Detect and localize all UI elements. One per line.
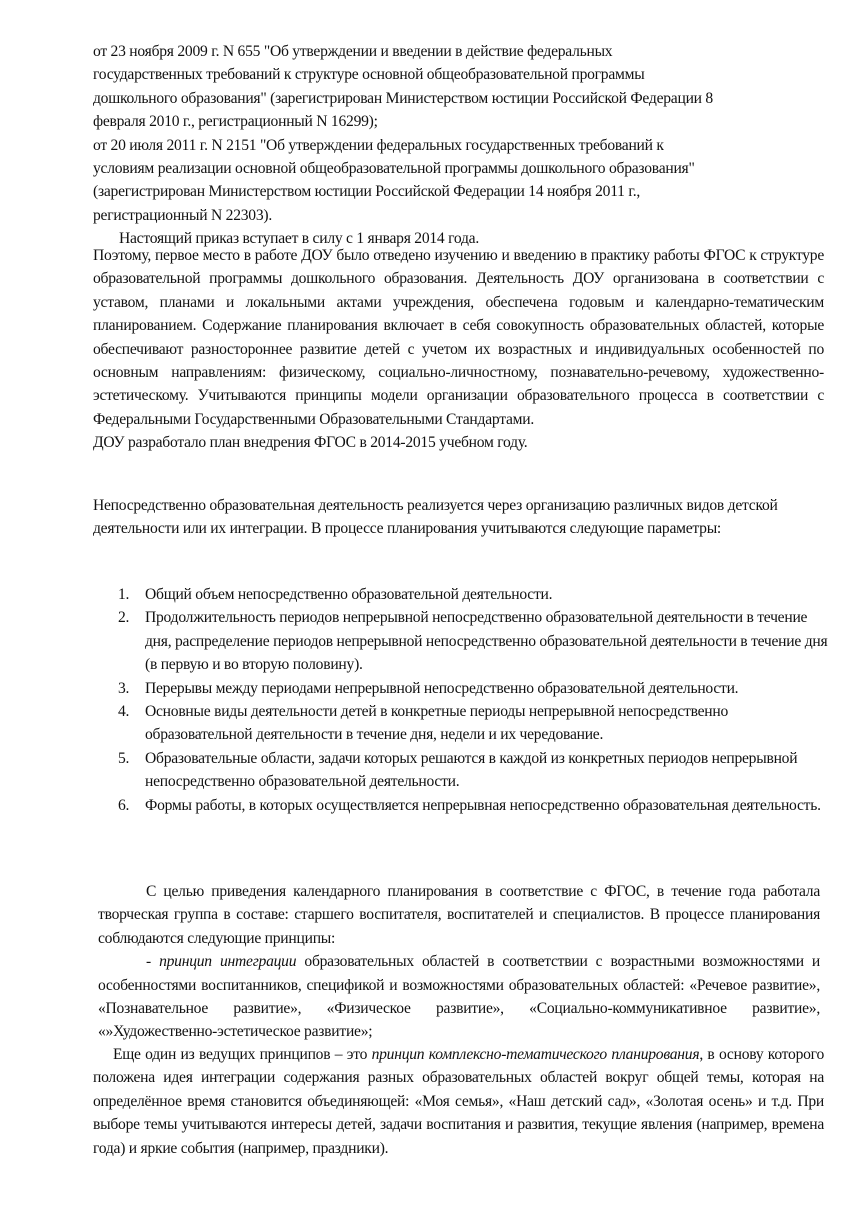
fgos-paragraph: Поэтому, первое место в работе ДОУ было отведено изучению и введению в практику работы ФГОС к структуре образовательной программы дошкольного образования. Деятельность ДОУ организована в соответствии с уставом, планами и локальными актами учреждения, обеспечена годовым и календарно-тематическим планированием. Содержание планирования включает в себя совокупность образовательных областей, которые обеспечивают разностороннее развитие детей с учетом их возрастных и индивидуальных особенностей по основным направлениям: физическому, социально-личностному, познавательно-речевому, художественно-эстетическому. Учитываются принципы модели организации образовательного процесса в соответствии с Федеральными Государственными Образовательными Стандартами. — [93, 247, 824, 428]
legal-ref-line: февраля 2010 г., регистрационный N 16299); — [93, 113, 378, 131]
legal-ref-line: (зарегистрирован Министерством юстиции Российской Федерации 14 ноября 2011 г., — [93, 183, 641, 201]
list-item-text: Продолжительность периодов непрерывной непосредственно образовательной деятельности в течение дня, распределение периодов непрерывной непосредственно образовательной деятельности в течение дня (в первую и во вторую половину). — [145, 609, 828, 674]
principle-integration-text: образовательных областей в соответствии с возрастными возможностями и особенностями воспитанников, спецификой и возможностями образовательных областей: «Речевое развитие», «Познавательное развитие», «Физическое развитие», «Социально-коммуникативное развитие», «»Художественно-эстетическое развитие»; — [98, 953, 821, 1041]
legal-ref-line: государственных требований к структуре основной общеобразовательной программы — [93, 66, 645, 84]
list-item-number: 3. — [118, 679, 130, 697]
principle-thematic-term: принцип комплексно-тематического планирования — [371, 1046, 700, 1063]
list-item — [118, 677, 830, 700]
principle-integration — [98, 950, 820, 1044]
legal-ref-line: условиям реализации основной общеобразовательной программы дошкольного образования" — [93, 160, 695, 178]
list-item — [118, 606, 830, 676]
list-item-text: Основные виды деятельности детей в конкретные периоды непрерывной непосредственно образовательной деятельности в течение дня, недели и их чередование. — [145, 703, 729, 744]
list-item — [118, 747, 830, 794]
list-item-number: 1. — [118, 586, 130, 603]
list-item-text: Формы работы, в которых осуществляется непрерывная непосредственно образовательная деятельность. — [145, 796, 821, 814]
principle-thematic — [93, 1043, 824, 1160]
list-item-text: Перерывы между периодами непрерывной непосредственно образовательной деятельности. — [145, 679, 739, 697]
list-item-number: 5. — [118, 749, 130, 767]
working-group-section — [98, 880, 820, 1044]
list-item-number: 4. — [118, 703, 130, 721]
fgos-section — [93, 244, 824, 455]
list-item — [118, 583, 830, 606]
fgos-plan-note: ДОУ разработало план внедрения ФГОС в 2014-2015 учебном году. — [93, 434, 528, 452]
list-item — [118, 700, 830, 747]
list-item-number: 6. — [118, 796, 130, 814]
activity-paragraph: Непосредственно образовательная деятельность реализуется через организацию различных видов детской деятельности или их интеграции. В процессе планирования учитываются следующие параметры: — [93, 497, 778, 538]
thematic-principle-section — [93, 1043, 824, 1160]
principle-integration-prefix: - — [146, 953, 160, 971]
legal-ref-line: от 20 июля 2011 г. N 2151 "Об утверждении федеральных государственных требований к — [93, 136, 664, 154]
list-item-text: Образовательные области, задачи которых решаются в каждой из конкретных периодов непрерывной непосредственно образовательной деятельности. — [145, 749, 798, 791]
activity-section — [93, 494, 824, 541]
legal-references — [93, 40, 824, 251]
legal-ref-line: регистрационный N 22303). — [93, 206, 272, 224]
effective-date-note: Настоящий приказ вступает в силу с 1 января 2014 года. — [119, 230, 479, 248]
principle-thematic-prefix: Еще один из ведущих принципов – это — [113, 1046, 372, 1063]
list-item-text: Общий объем непосредственно образовательной деятельности. — [145, 586, 553, 603]
list-item — [118, 794, 830, 817]
legal-ref-line: дошкольного образования" (зарегистрирован Министерством юстиции Российской Федерации 8 — [93, 89, 713, 107]
working-group-paragraph: С целью приведения календарного планирования в соответствие с ФГОС, в течение года работала творческая группа в составе: старшего воспитателя, воспитателей и специалистов. В процессе планирования соблюдаются следующие принципы: — [98, 883, 820, 947]
legal-ref-line: от 23 ноября 2009 г. N 655 "Об утверждении и введении в действие федеральных — [93, 43, 613, 60]
principle-thematic-text: , в основу которого положена идея интеграции содержания разных образовательных областей вокруг общей темы, которая на определённое время становится объединяющей: «Моя семья», «Наш детский сад», «Золотая осень» и т.д. При выборе темы учитываются интересы детей, задачи воспитания и развития, текущие явления (например, времена года) и яркие события (например, праздники). — [93, 1046, 824, 1157]
principle-integration-term: принцип интеграции — [159, 953, 297, 971]
list-item-number: 2. — [118, 609, 130, 627]
parameters-list — [118, 583, 830, 817]
